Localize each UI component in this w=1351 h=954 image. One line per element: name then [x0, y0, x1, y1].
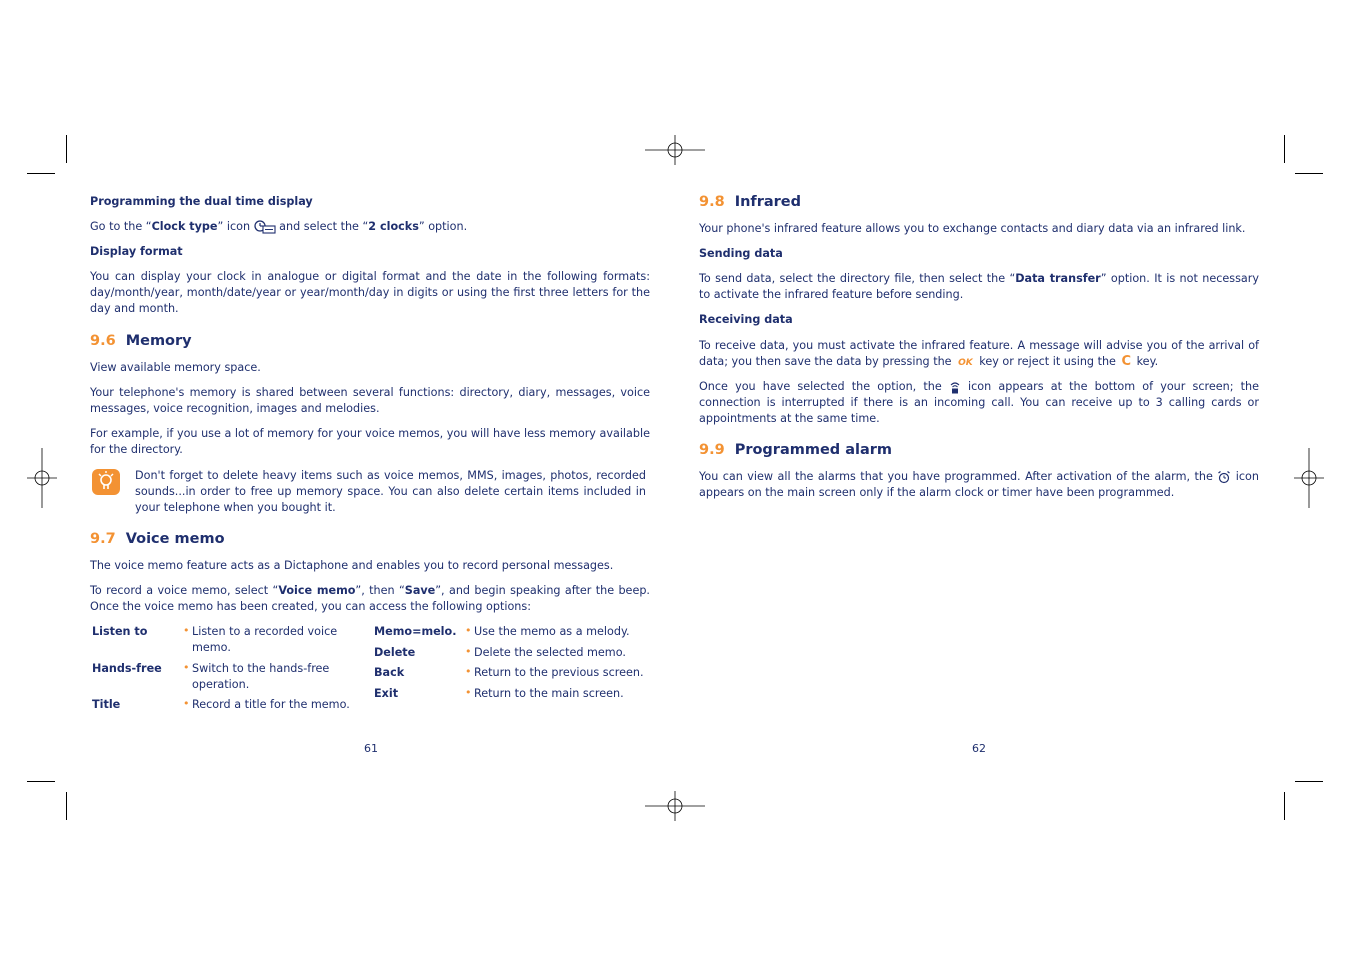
once-selected-text — [699, 379, 1259, 427]
text-run: To record a voice memo, select “ — [90, 584, 279, 597]
alarm-icon — [1217, 470, 1231, 484]
text-run: ”, and begin speaking after the beep. Once the voice memo has been created, you can access the following options: — [90, 584, 650, 613]
display-format-heading: Display format — [90, 245, 183, 258]
ok-key-icon: OK — [958, 358, 973, 368]
section-title: Voice memo — [125, 531, 225, 547]
text-run: key. — [1133, 355, 1159, 368]
memory-tip: Don't forget to delete heavy items such as voice memos, MMS, images, photos, recorded sounds...in order to free up memory space. You can also delete certain items included in your telephone when you bought it. — [135, 469, 646, 514]
option-desc: Delete the selected memo. — [474, 646, 626, 659]
memory-heading — [90, 333, 192, 349]
registration-mark-bottom — [645, 791, 705, 821]
option-desc: Return to the previous screen. — [474, 666, 644, 679]
option-term: Memo=melo. — [374, 625, 457, 638]
option-desc: Listen to a recorded voice memo. — [192, 625, 338, 654]
tip-lightbulb-icon — [92, 469, 120, 495]
section-title: Memory — [125, 333, 192, 349]
page-number: 61 — [364, 742, 378, 755]
dual-time-heading: Programming the dual time display — [90, 195, 313, 208]
option-term: Delete — [374, 646, 416, 659]
receiving-data-heading: Receiving data — [699, 313, 793, 326]
infrared-p1: Your phone's infrared feature allows you to exchange contacts and diary data via an infrared link. — [699, 222, 1246, 235]
text-run: To receive data, you must activate the infrared feature. A message will advise you of the arrival of data; you then save the data by pressing the — [699, 339, 1259, 368]
two-clocks-label: 2 clocks — [368, 220, 419, 233]
voice-memo-p1: The voice memo feature acts as a Dictaphone and enables you to record personal messages. — [90, 559, 614, 572]
text-run: Go to the “ — [90, 220, 152, 233]
receiving-data-text — [699, 338, 1259, 371]
option-desc: Return to the main screen. — [474, 687, 624, 700]
text-run: icon appears at the bottom of your screen; the connection is interrupted if there is an incoming call. You can receive up to 3 calling cards or appointments at the same time. — [699, 380, 1259, 425]
text-run: ” option. It is not necessary to activate the infrared feature before sending. — [699, 272, 1259, 301]
save-label: Save — [404, 584, 436, 597]
text-run: You can view all the alarms that you have programmed. After activation of the alarm, the — [699, 470, 1218, 483]
text-run: and select the “ — [275, 220, 369, 233]
bullet: • — [183, 697, 190, 710]
option-term: Title — [92, 698, 121, 711]
section-title: Programmed alarm — [734, 442, 893, 458]
bullet: • — [465, 686, 472, 699]
infrared-heading — [699, 194, 801, 210]
text-run: key or reject it using the — [975, 355, 1120, 368]
section-number: 9.8 — [699, 194, 725, 210]
text-run: To send data, select the directory file, then select the “ — [699, 272, 1016, 285]
text-run: icon appears on the main screen only if the alarm clock or timer have been programmed. — [699, 470, 1259, 499]
section-number: 9.6 — [90, 333, 116, 349]
bullet: • — [465, 624, 472, 637]
voice-memo-p2 — [90, 583, 650, 615]
option-desc: Use the memo as a melody. — [474, 625, 630, 638]
text-run: ” icon — [217, 220, 254, 233]
option-desc: Switch to the hands-free operation. — [192, 662, 330, 691]
option-term: Hands-free — [92, 662, 162, 675]
option-term: Listen to — [92, 625, 148, 638]
bullet: • — [183, 661, 190, 674]
text-run: ” option. — [418, 220, 468, 233]
sending-data-text — [699, 271, 1259, 303]
clock-type-icon — [254, 220, 276, 234]
text-run: Once you have selected the option, the — [699, 380, 949, 393]
memory-p2: Your telephone's memory is shared between several functions: directory, diary, messages, voice messages, voice recognition, images and melodies. — [90, 386, 650, 415]
option-desc: Record a title for the memo. — [192, 698, 350, 711]
bullet: • — [183, 624, 190, 637]
section-title: Infrared — [734, 194, 802, 210]
memory-p1: View available memory space. — [90, 361, 261, 374]
sending-data-heading: Sending data — [699, 247, 783, 260]
display-format-text: You can display your clock in analogue or digital format and the date in the following formats: day/month/year, month/date/year or year/month/day in digits or using the first three letters for the day and month. — [90, 270, 650, 315]
option-term: Exit — [374, 687, 399, 700]
memory-p3: For example, if you use a lot of memory for your voice memos, you will have less memory available for the directory. — [90, 427, 650, 456]
section-number: 9.9 — [699, 442, 725, 458]
page-number: 62 — [972, 742, 986, 755]
dual-time-text — [90, 219, 650, 235]
bullet: • — [465, 645, 472, 658]
infrared-icon — [949, 381, 961, 394]
registration-mark-top — [645, 135, 705, 165]
voice-memo-heading — [90, 531, 225, 547]
text-run: ”, then “ — [355, 584, 405, 597]
c-key-icon: C — [1121, 354, 1132, 369]
programmed-alarm-heading — [699, 442, 892, 458]
registration-mark-left — [27, 448, 57, 508]
option-term: Back — [374, 666, 405, 679]
bullet: • — [465, 665, 472, 678]
section-number: 9.7 — [90, 531, 116, 547]
voice-memo-label: Voice memo — [278, 584, 356, 597]
registration-mark-right — [1294, 448, 1324, 508]
data-transfer-label: Data transfer — [1015, 272, 1101, 285]
programmed-alarm-text — [699, 469, 1259, 501]
clock-type-label: Clock type — [151, 220, 218, 233]
